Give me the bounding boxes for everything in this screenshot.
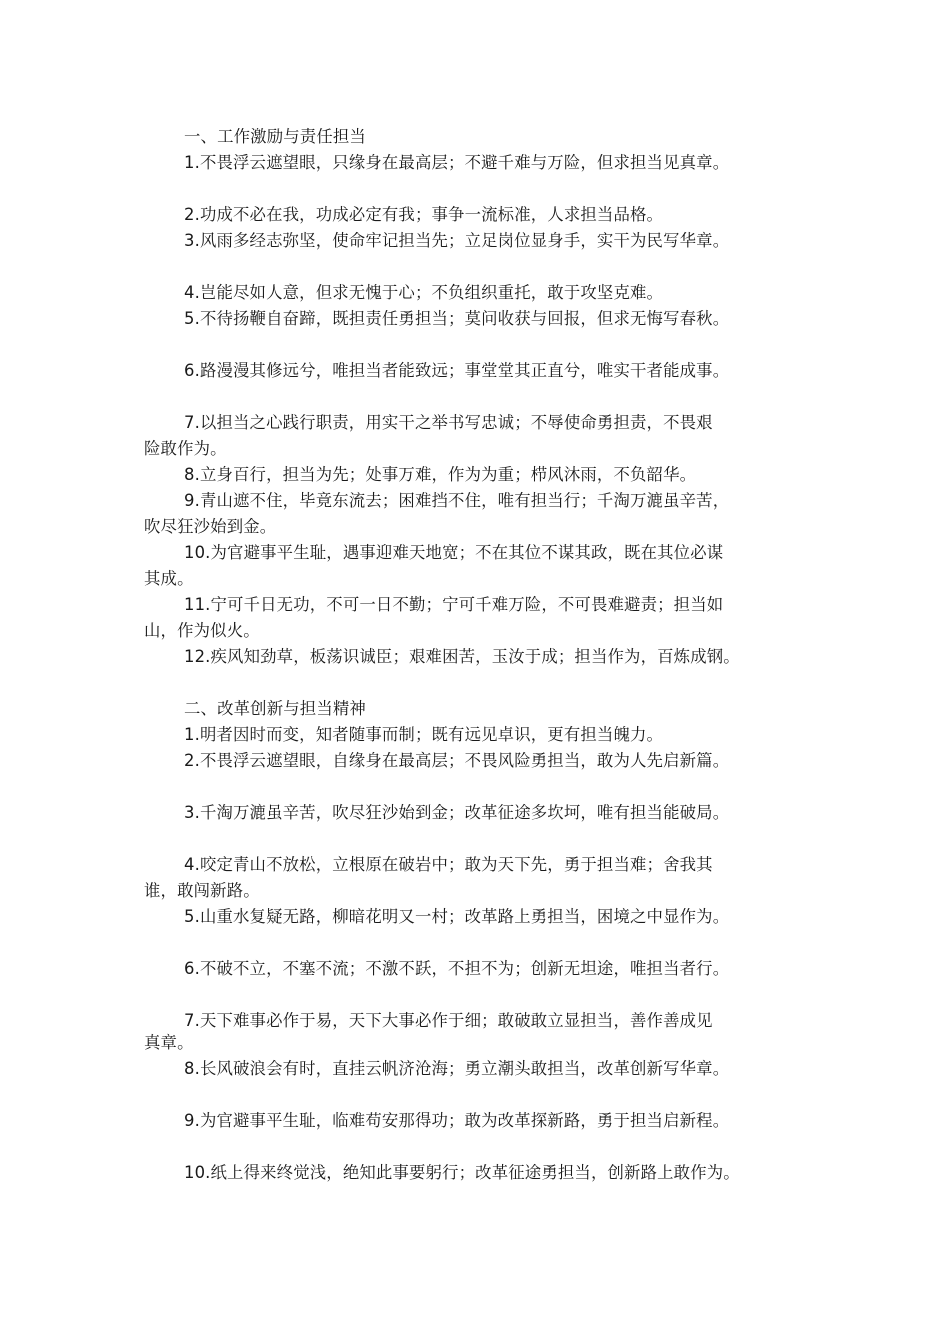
paragraph-2-9: 9.为官避事平生耻，临难苟安那得功；敢为改革探新路，勇于担当启新程。 [184,1111,730,1130]
paragraph-2-7-cont: 真章。 [144,1033,194,1052]
paragraph-1-8: 8.立身百行，担当为先；处事万难，作为为重；栉风沐雨，不负韶华。 [184,465,697,484]
paragraph-1-9: 9.青山遮不住，毕竟东流去；困难挡不住，唯有担当行；千淘万漉虽辛苦， [184,491,730,510]
paragraph-2-2: 2.不畏浮云遮望眼，自缘身在最高层；不畏风险勇担当，敢为人先启新篇。 [184,751,730,770]
paragraph-2-5: 5.山重水复疑无路，柳暗花明又一村；改革路上勇担当，困境之中显作为。 [184,907,730,926]
paragraph-1-7-cont: 险敢作为。 [144,439,227,458]
paragraph-2-4: 4.咬定青山不放松，立根原在破岩中；敢为天下先，勇于担当难；舍我其 [184,855,713,874]
paragraph-1-10: 10.为官避事平生耻，遇事迎难天地宽；不在其位不谋其政，既在其位必谋 [184,543,724,562]
paragraph-1-5: 5.不待扬鞭自奋蹄，既担责任勇担当；莫问收获与回报，但求无悔写春秋。 [184,309,730,328]
section-heading-2: 二、改革创新与担当精神 [184,699,366,718]
paragraph-2-7: 7.天下难事必作于易，天下大事必作于细；敢破敢立显担当，善作善成见 [184,1011,713,1030]
paragraph-1-11-cont: 山，作为似火。 [144,621,260,640]
paragraph-1-12: 12.疾风知劲草，板荡识诚臣；艰难困苦，玉汝于成；担当作为，百炼成钢。 [184,647,740,666]
paragraph-1-6: 6.路漫漫其修远兮，唯担当者能致远；事堂堂其正直兮，唯实干者能成事。 [184,361,730,380]
paragraph-1-11: 11.宁可千日无功，不可一日不勤；宁可千难万险，不可畏难避责；担当如 [184,595,724,614]
paragraph-2-6: 6.不破不立，不塞不流；不激不跃，不担不为；创新无坦途，唯担当者行。 [184,959,730,978]
paragraph-2-3: 3.千淘万漉虽辛苦，吹尽狂沙始到金；改革征途多坎坷，唯有担当能破局。 [184,803,730,822]
paragraph-1-1: 1.不畏浮云遮望眼，只缘身在最高层；不避千难与万险，但求担当见真章。 [184,153,730,172]
paragraph-1-10-cont: 其成。 [144,569,194,588]
paragraph-2-10: 10.纸上得来终觉浅，绝知此事要躬行；改革征途勇担当，创新路上敢作为。 [184,1163,740,1182]
paragraph-1-3: 3.风雨多经志弥坚，使命牢记担当先；立足岗位显身手，实干为民写华章。 [184,231,730,250]
paragraph-1-9-cont: 吹尽狂沙始到金。 [144,517,277,536]
paragraph-1-7: 7.以担当之心践行职责，用实干之举书写忠诚；不辱使命勇担责，不畏艰 [184,413,713,432]
paragraph-2-1: 1.明者因时而变，知者随事而制；既有远见卓识，更有担当魄力。 [184,725,664,744]
paragraph-1-2: 2.功成不必在我，功成必定有我；事争一流标准，人求担当品格。 [184,205,664,224]
paragraph-1-4: 4.岂能尽如人意，但求无愧于心；不负组织重托，敢于攻坚克难。 [184,283,664,302]
section-heading-1: 一、工作激励与责任担当 [184,127,366,146]
paragraph-2-8: 8.长风破浪会有时，直挂云帆济沧海；勇立潮头敢担当，改革创新写华章。 [184,1059,730,1078]
paragraph-2-4-cont: 谁，敢闯新路。 [144,881,260,900]
